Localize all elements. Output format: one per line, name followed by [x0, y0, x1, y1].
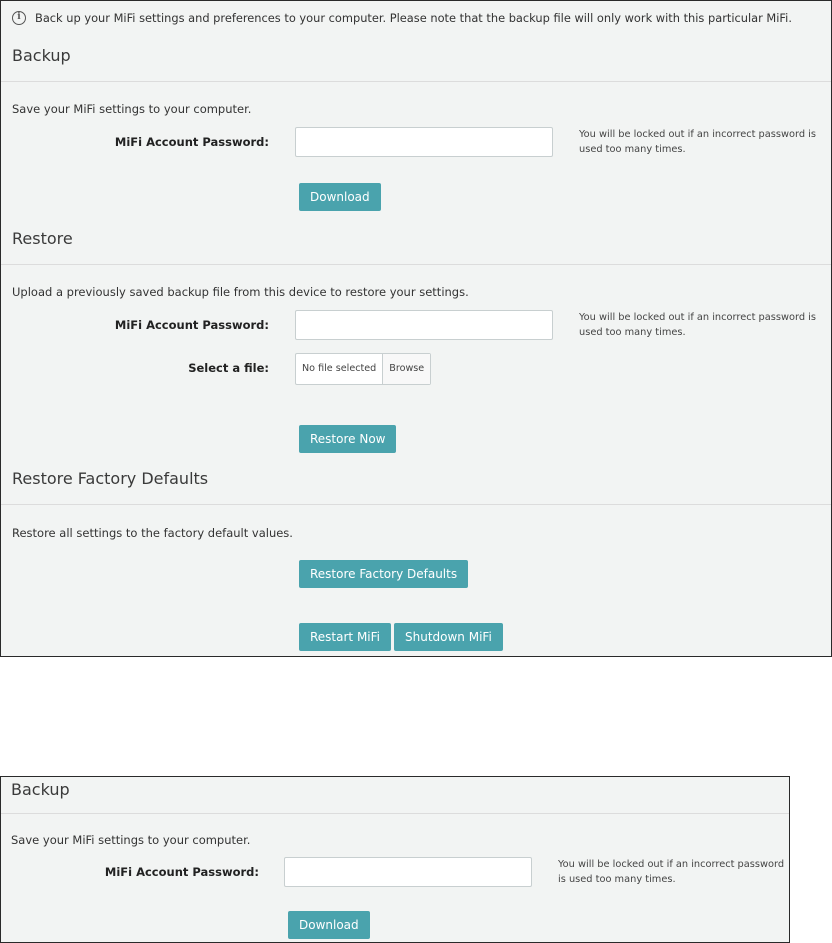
backup-detail-password-input[interactable]: [284, 857, 532, 887]
restore-factory-defaults-button[interactable]: Restore Factory Defaults: [299, 560, 468, 588]
backup-divider: [1, 81, 831, 82]
backup-description: Save your MiFi settings to your computer.: [12, 102, 252, 116]
factory-section-title: Restore Factory Defaults: [12, 469, 209, 488]
shutdown-mifi-button[interactable]: Shutdown MiFi: [394, 623, 503, 651]
info-icon: i: [12, 11, 26, 25]
select-file-label: Select a file:: [188, 361, 269, 375]
restore-password-input[interactable]: [295, 310, 553, 340]
restart-mifi-button[interactable]: Restart MiFi: [299, 623, 391, 651]
backup-password-input[interactable]: [295, 127, 553, 157]
restore-now-button[interactable]: Restore Now: [299, 425, 396, 453]
browse-button[interactable]: Browse: [383, 354, 430, 384]
restore-description: Upload a previously saved backup file from this device to restore your settings.: [12, 285, 469, 299]
backup-detail-download-button[interactable]: Download: [288, 911, 370, 939]
backup-password-hint: You will be locked out if an incorrect password is used too many times.: [579, 129, 817, 155]
restore-section-title: Restore: [12, 229, 73, 248]
backup-detail-divider: [1, 813, 789, 814]
backup-section-title: Backup: [12, 46, 71, 65]
restore-password-hint: You will be locked out if an incorrect password is used too many times.: [579, 312, 817, 338]
restore-divider: [1, 264, 831, 265]
backup-detail-password-label: MiFi Account Password:: [104, 865, 259, 879]
file-picker[interactable]: [295, 353, 431, 385]
factory-description: Restore all settings to the factory default values.: [12, 526, 293, 540]
download-button[interactable]: Download: [299, 183, 381, 211]
backup-detail-title: Backup: [11, 780, 70, 799]
file-status-text: No file selected: [296, 354, 383, 384]
restore-password-label: MiFi Account Password:: [114, 318, 269, 332]
backup-detail-description: Save your MiFi settings to your computer.: [11, 833, 251, 847]
backup-password-label: MiFi Account Password:: [114, 135, 269, 149]
backup-detail-password-hint: You will be locked out if an incorrect password is used too many times.: [558, 859, 785, 885]
factory-divider: [1, 504, 831, 505]
info-banner-text: Back up your MiFi settings and preferences to your computer. Please note that the backup file will only work with this particular MiFi.: [35, 11, 792, 25]
backup-detail-panel: [0, 776, 790, 943]
